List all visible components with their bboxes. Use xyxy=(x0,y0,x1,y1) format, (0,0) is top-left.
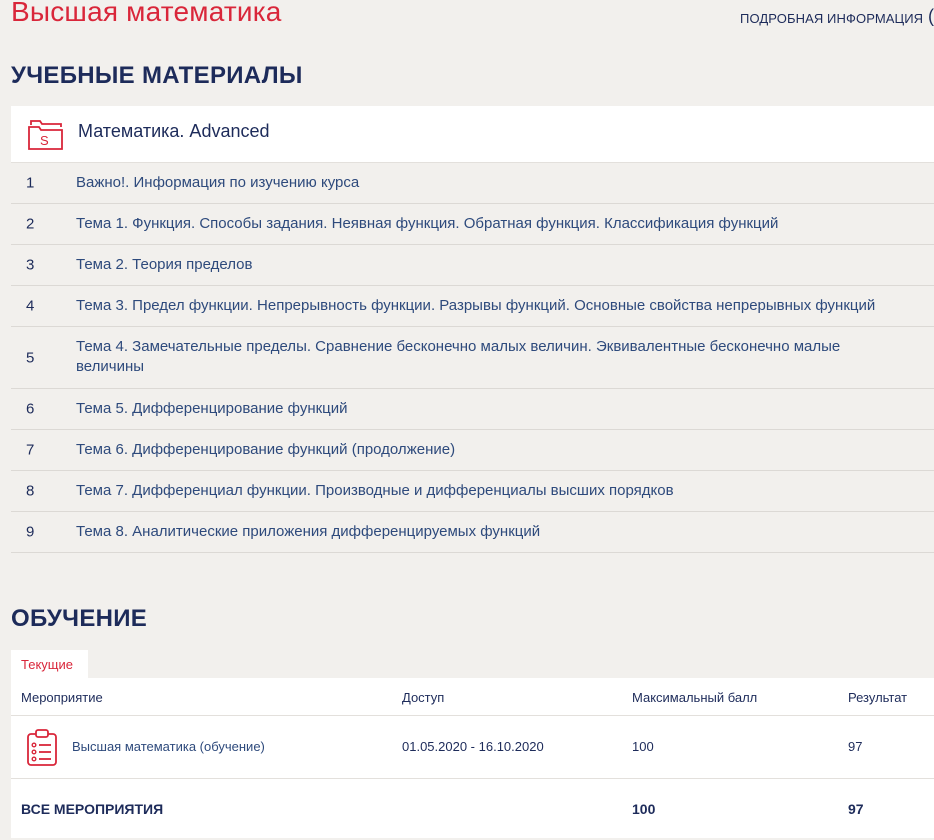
topic-link[interactable]: Тема 3. Предел функции. Непрерывность функции. Разрывы функций. Основные свойства непрерывных функций xyxy=(76,297,876,314)
column-header-access[interactable]: Доступ xyxy=(402,690,445,705)
topic-number: 7 xyxy=(26,441,35,459)
svg-text:S: S xyxy=(40,133,49,148)
topic-link[interactable]: Тема 4. Замечательные пределы. Сравнение бесконечно малых величин. Эквивалентные бесконечно малые величины xyxy=(76,338,841,375)
tab-current[interactable]: Текущие xyxy=(11,650,88,678)
topic-number: 8 xyxy=(26,482,35,500)
event-access: 01.05.2020 - 16.10.2020 xyxy=(402,739,544,754)
events-table-header xyxy=(11,678,934,716)
clipboard-list-icon xyxy=(25,728,59,769)
topic-link[interactable]: Тема 5. Дифференцирование функций xyxy=(76,400,348,417)
topic-item[interactable] xyxy=(11,471,934,512)
topic-item[interactable] xyxy=(11,430,934,471)
topic-number: 5 xyxy=(26,349,35,366)
events-total-row xyxy=(11,779,934,838)
column-header-max-score[interactable]: Максимальный балл xyxy=(632,690,758,705)
event-link[interactable]: Высшая математика (обучение) xyxy=(72,739,265,754)
materials-card[interactable] xyxy=(11,106,934,163)
topic-link[interactable]: Тема 6. Дифференцирование функций (продолжение) xyxy=(76,441,456,458)
learning-section-title: ОБУЧЕНИЕ xyxy=(11,605,148,632)
folder-icon xyxy=(28,117,64,156)
topic-number: 6 xyxy=(26,400,35,418)
topics-list xyxy=(11,163,934,553)
total-max-score: 100 xyxy=(632,801,656,817)
total-label: ВСЕ МЕРОПРИЯТИЯ xyxy=(21,801,164,817)
topic-item[interactable] xyxy=(11,245,934,286)
more-info-link[interactable]: ПОДРОБНАЯ ИНФОРМАЦИЯ xyxy=(740,11,924,26)
topic-item[interactable] xyxy=(11,204,934,245)
column-header-event[interactable]: Мероприятие xyxy=(21,690,103,705)
materials-section-title: УЧЕБНЫЕ МАТЕРИАЛЫ xyxy=(11,62,303,89)
topic-item[interactable] xyxy=(11,512,934,553)
topic-item[interactable] xyxy=(11,163,934,204)
topic-link[interactable]: Тема 1. Функция. Способы задания. Неявная функция. Обратная функция. Классификация функций xyxy=(76,215,779,232)
course-title: Высшая математика xyxy=(11,0,282,27)
column-header-result[interactable]: Результат xyxy=(848,690,908,705)
events-table xyxy=(11,678,934,838)
topic-link[interactable]: Тема 2. Теория пределов xyxy=(76,256,253,273)
topic-link[interactable]: Тема 7. Дифференциал функции. Производные и дифференциалы высших порядков xyxy=(76,482,674,499)
topic-number: 4 xyxy=(26,297,35,315)
total-result: 97 xyxy=(848,801,864,817)
topic-item[interactable] xyxy=(11,286,934,327)
topic-item[interactable] xyxy=(11,389,934,430)
topic-link[interactable]: Важно!. Информация по изучению курса xyxy=(76,174,360,191)
topic-number: 1 xyxy=(26,174,35,192)
topic-number: 2 xyxy=(26,215,35,233)
topic-number: 9 xyxy=(26,523,35,541)
event-max-score: 100 xyxy=(632,739,654,754)
materials-card-title: Математика. Advanced xyxy=(78,121,270,141)
event-result: 97 xyxy=(848,739,863,754)
topic-item[interactable] xyxy=(11,327,934,389)
topic-number: 3 xyxy=(26,256,35,274)
table-row[interactable] xyxy=(11,716,934,779)
topic-link[interactable]: Тема 8. Аналитические приложения дифференцируемых функций xyxy=(76,523,541,540)
chevron-right-icon[interactable]: ( xyxy=(928,6,934,26)
